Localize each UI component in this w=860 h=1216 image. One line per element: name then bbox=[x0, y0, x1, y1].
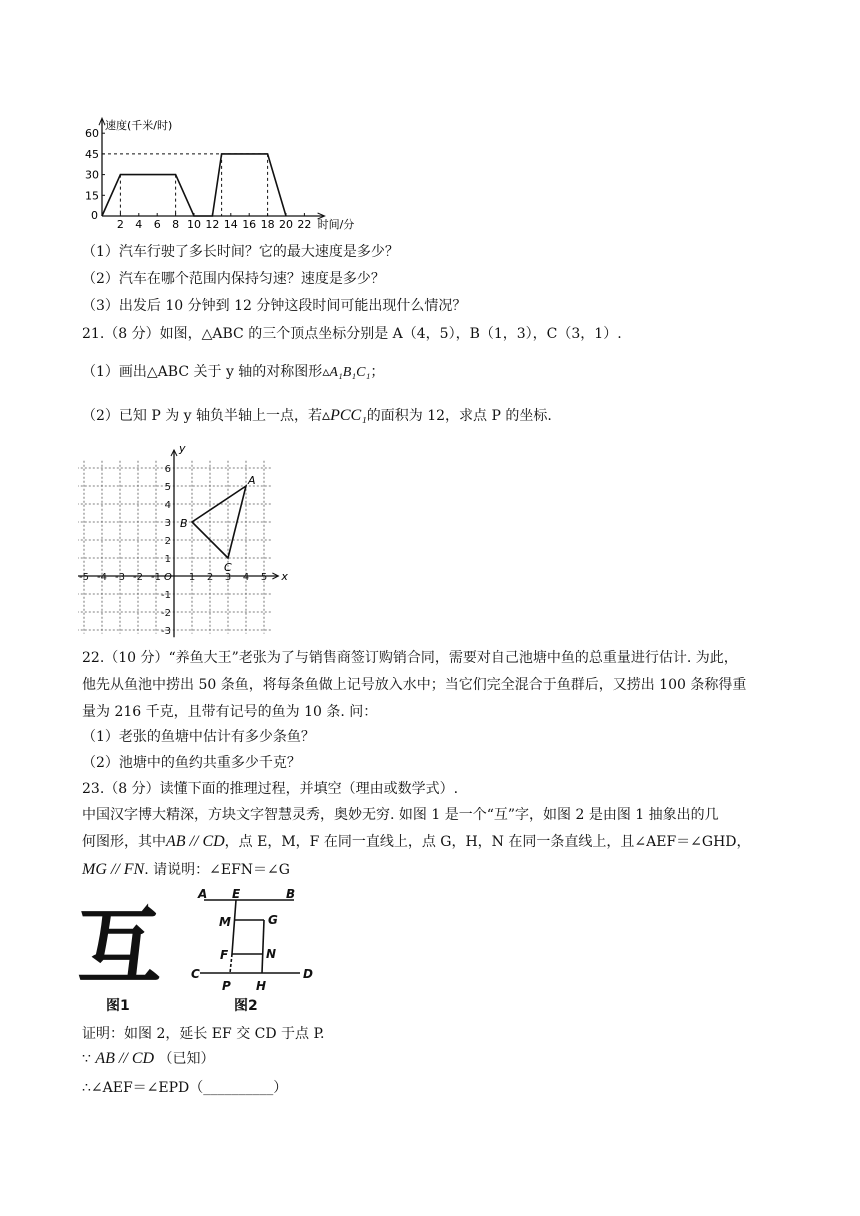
q21-part1 bbox=[82, 362, 384, 383]
x-tick-label: 12 bbox=[205, 218, 220, 231]
grid-y-tick-label: 5 bbox=[164, 482, 171, 493]
speed-time-chart bbox=[80, 106, 380, 234]
grid-x-tick-label: 1 bbox=[188, 572, 196, 583]
q21-part2-end: 的面积为 12，求点 P 的坐标. bbox=[366, 408, 552, 424]
grid-x-tick-label: 5 bbox=[260, 572, 268, 583]
point-c-label: C bbox=[224, 561, 232, 574]
grid-x-label: x bbox=[281, 570, 288, 583]
q22-part1: （1）老张的鱼塘中估计有多少条鱼？ bbox=[82, 729, 315, 745]
x-tick-label: 16 bbox=[242, 218, 257, 231]
x-tick-label: 6 bbox=[153, 218, 161, 231]
proof-step2: ∴∠AEF＝∠EPD（__________） bbox=[82, 1080, 288, 1096]
grid-y-tick-label: 6 bbox=[164, 464, 171, 475]
grid-origin-label: O bbox=[164, 572, 172, 583]
segment-ef bbox=[232, 900, 236, 954]
grid-x-tick-label: -5 bbox=[79, 572, 89, 583]
y-tick-label: 30 bbox=[85, 168, 99, 182]
q21-part1-math: ▵A₁B₁C₁ bbox=[322, 365, 371, 380]
grid-x-tick-label: -2 bbox=[133, 572, 143, 583]
grid-y-label: y bbox=[179, 442, 186, 455]
q23-line2 bbox=[82, 832, 751, 852]
x-tick-label: 14 bbox=[223, 218, 238, 231]
grid-y-tick-label: -2 bbox=[161, 608, 171, 619]
x-tick-label: 22 bbox=[297, 218, 312, 231]
grid-y-tick-label: 4 bbox=[164, 500, 171, 511]
grid-y-tick-label: 3 bbox=[164, 518, 171, 529]
label-f: F bbox=[220, 948, 229, 962]
x-tick-label: 2 bbox=[116, 218, 124, 231]
grid-y-tick-label: 1 bbox=[164, 554, 171, 565]
grid-x-tick-label: -1 bbox=[151, 572, 161, 583]
q23-line3-text: . 请说明：∠EFN＝∠G bbox=[144, 862, 290, 878]
q22-line3: 量为 216 千克，且带有记号的鱼为 10 条. 问： bbox=[82, 704, 378, 720]
proof-step1-math: AB // CD bbox=[95, 1050, 155, 1067]
label-m: M bbox=[219, 915, 231, 929]
grid-x-tick-label: -4 bbox=[97, 572, 107, 583]
q23-line2-math: AB // CD bbox=[166, 833, 225, 850]
grid-y-tick-label: -1 bbox=[161, 590, 171, 601]
label-h: H bbox=[256, 979, 267, 993]
figure2-geometry bbox=[190, 886, 320, 996]
q23-line1: 中国汉字博大精深，方块文字智慧灵秀，奥妙无穷. 如图 1 是一个“互”字，如图 2 是由图 1 抽象出的几 bbox=[82, 807, 719, 823]
because-symbol: ∵ bbox=[82, 1051, 91, 1067]
label-a: A bbox=[198, 887, 208, 901]
y-tick-label: 60 bbox=[85, 127, 99, 141]
grid-x-tick-label: -3 bbox=[115, 572, 125, 583]
q23-line3 bbox=[82, 860, 290, 880]
point-a-label: A bbox=[248, 474, 256, 487]
q21-part2-math: ▵PCC₁ bbox=[322, 407, 367, 424]
x-tick-label: 8 bbox=[172, 218, 180, 231]
label-c: C bbox=[191, 967, 200, 981]
label-b: B bbox=[286, 887, 296, 901]
grid-x-tick-label: 2 bbox=[206, 572, 214, 583]
grid-x-tick-label: 4 bbox=[242, 572, 250, 583]
q23-heading: 23.（8 分）读懂下面的推理过程，并填空（理由或数学式）. bbox=[82, 781, 459, 797]
q21-part1-text: （1）画出△ABC 关于 y 轴的对称图形 bbox=[82, 364, 323, 380]
y-tick-label: 45 bbox=[85, 147, 99, 161]
x-tick-label: 20 bbox=[279, 218, 293, 231]
coordinate-grid-figure bbox=[78, 442, 298, 638]
x-tick-label: 4 bbox=[135, 218, 143, 231]
speed-series-line bbox=[102, 154, 286, 216]
proof-intro: 证明：如图 2，延长 EF 交 CD 于点 P. bbox=[82, 1026, 325, 1042]
q23-line2-text: 何图形，其中 bbox=[82, 834, 166, 850]
label-g: G bbox=[268, 913, 278, 927]
q21-heading: 21.（8 分）如图，△ABC 的三个顶点坐标分别是 A（4，5），B（1，3），C（3，1）. bbox=[82, 326, 622, 342]
proof-step1-reason: （已知） bbox=[158, 1051, 215, 1067]
q21-part2-text: （2）已知 P 为 y 轴负半轴上一点，若 bbox=[82, 408, 323, 424]
segment-gh bbox=[262, 920, 264, 973]
label-p: P bbox=[222, 979, 231, 993]
y-tick-label: 15 bbox=[85, 189, 99, 203]
q22-part2: （2）池塘中的鱼约共重多少千克？ bbox=[82, 755, 301, 771]
y-axis-label: 速度(千米/时) bbox=[105, 119, 173, 133]
figure1-caption: 图1 bbox=[106, 998, 130, 1014]
label-n: N bbox=[266, 947, 277, 961]
x-tick-label: 10 bbox=[187, 218, 201, 231]
x-axis-label: 时间/分 bbox=[317, 218, 355, 231]
q21-part2 bbox=[82, 406, 552, 426]
figure2-caption: 图2 bbox=[234, 998, 258, 1014]
point-b-label: B bbox=[180, 517, 188, 530]
q23-line3-math: MG // FN bbox=[82, 861, 145, 878]
grid-x-tick-label: 3 bbox=[224, 572, 232, 583]
q23-line2-end: ，点 E，M，F 在同一直线上，点 G，H，N 在同一条直线上，且∠AEF＝∠GHD， bbox=[224, 834, 751, 850]
label-d: D bbox=[303, 967, 313, 981]
segment-fp-dashed bbox=[230, 954, 232, 973]
x-tick-label: 18 bbox=[260, 218, 275, 231]
label-e: E bbox=[232, 887, 241, 901]
q20-part2: （2）汽车在哪个范围内保持匀速？速度是多少？ bbox=[82, 271, 385, 287]
grid-y-tick-label: 2 bbox=[164, 536, 171, 547]
q22-line2: 他先从鱼池中捞出 50 条鱼，将每条鱼做上记号放入水中；当它们完全混合于鱼群后，又捞出 100 条称得重 bbox=[82, 677, 747, 693]
q21-part1-end: ； bbox=[370, 364, 385, 380]
q20-part3: （3）出发后 10 分钟到 12 分钟这段时间可能出现什么情况？ bbox=[82, 298, 467, 314]
q22-line1: 22.（10 分）“养鱼大王”老张为了与销售商签订购销合同，需要对自己池塘中鱼的总重量进行估计. 为此， bbox=[82, 650, 738, 666]
proof-step1 bbox=[82, 1049, 215, 1069]
figure1-character: 互 bbox=[76, 898, 161, 996]
grid-y-tick-label: -3 bbox=[161, 626, 171, 637]
q20-part1: （1）汽车行驶了多长时间？它的最大速度是多少？ bbox=[82, 244, 399, 260]
origin-label: 0 bbox=[91, 209, 98, 222]
